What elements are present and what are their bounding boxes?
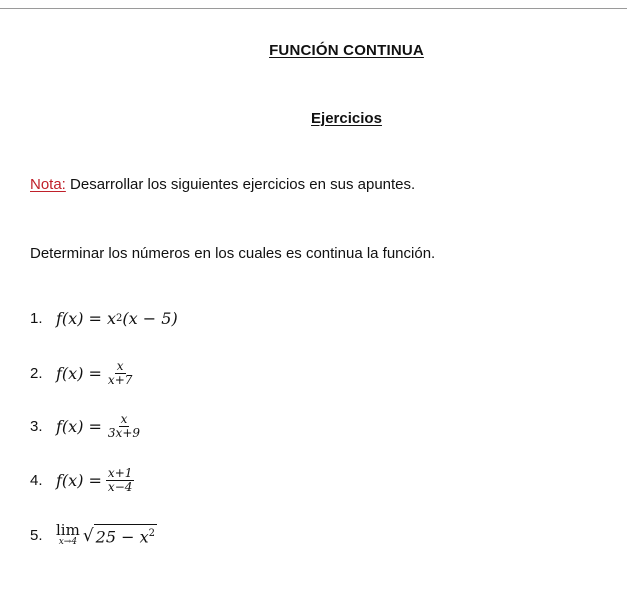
exercise-formula (56, 467, 134, 494)
exercise-formula (56, 413, 142, 440)
exercise-number: 1. (30, 310, 43, 327)
fraction-numerator: x+1 (107, 466, 133, 480)
exercise-formula (56, 523, 157, 547)
fraction-numerator: x (120, 412, 128, 426)
fraction (106, 360, 134, 387)
fraction-denominator: 3x+9 (107, 426, 141, 440)
exercise-number: 3. (30, 418, 43, 435)
fraction (106, 467, 134, 494)
exercise-number: 2. (30, 365, 43, 382)
limit-subscript: x→4 (58, 537, 78, 547)
formula-lhs: f(x) = (56, 364, 102, 383)
exercise-number: 5. (30, 526, 43, 544)
exercise-item (30, 309, 178, 328)
fraction (106, 413, 142, 440)
top-rule (0, 8, 627, 9)
instruction-text: Determinar los números en los cuales es continua la función. (30, 245, 436, 262)
radicand-base: 25 − x (95, 527, 149, 547)
radicand (94, 524, 157, 545)
limit-operator (56, 523, 80, 547)
formula-exponent: 2 (116, 313, 123, 324)
radical-sign: √ (82, 525, 94, 546)
formula-lhs: f(x) = (56, 417, 102, 436)
limit-word: lim (56, 521, 80, 539)
radicand-exponent: 2 (148, 528, 156, 540)
exercise-formula (56, 309, 178, 328)
fraction-numerator: x (116, 359, 124, 373)
note-text: Desarrollar los siguientes ejercicios en sus apuntes. (65, 176, 416, 193)
formula-rest: (x − 5) (122, 309, 178, 328)
formula-base: x (107, 309, 117, 328)
exercise-item (30, 523, 157, 547)
fraction-denominator: x+7 (107, 373, 133, 387)
section-title: Ejercicios (311, 110, 382, 127)
exercise-item (30, 360, 134, 387)
exercise-number: 4. (30, 472, 43, 489)
exercise-formula (56, 360, 134, 387)
note-label: Nota: (30, 176, 66, 193)
exercise-item (30, 413, 142, 440)
page-title: FUNCIÓN CONTINUA (269, 42, 424, 59)
note (30, 176, 415, 193)
formula-lhs: f(x) = (56, 471, 102, 490)
fraction-denominator: x−4 (107, 480, 133, 494)
square-root (83, 524, 157, 545)
exercise-item (30, 467, 134, 494)
formula-lhs: f(x) = (56, 309, 108, 328)
